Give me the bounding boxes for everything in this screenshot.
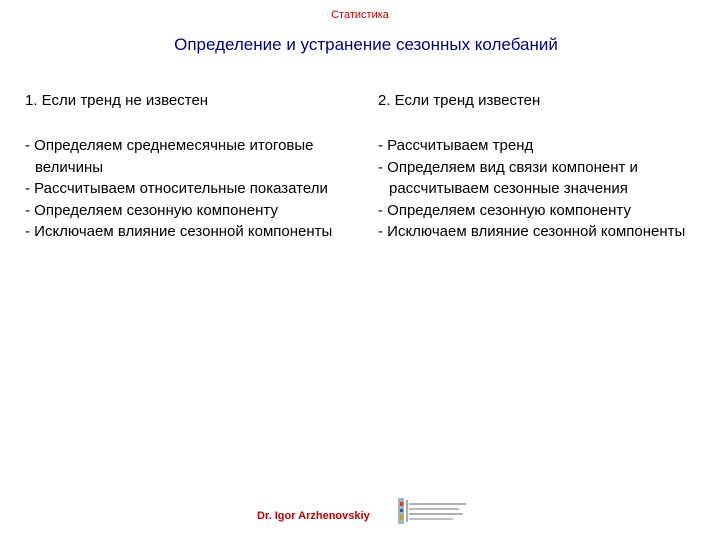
slide-title: Определение и устранение сезонных колебаний [174,35,558,54]
right-column [378,91,708,243]
left-list-item: - Рассчитываем относительные показатели [25,180,328,197]
right-list-item: - Определяем сезонную компоненту [378,201,631,219]
right-column-heading: 2. Если тренд известен [378,92,541,109]
institution-logo-icon [395,496,470,526]
footer-author: Dr. Igor Arzhenovskiy [257,510,370,522]
left-list-item: - Определяем среднемесячные итоговые величины [25,137,314,176]
right-list-item: - Рассчитываем тренд [378,137,534,154]
left-list-item: - Исключаем влияние сезонной компоненты [25,223,333,240]
header-label: Статистика [331,9,389,21]
right-list-item: - Определяем вид связи компонент и рассчитываем сезонные значения [378,158,638,197]
left-list-item: - Определяем сезонную компоненту [25,201,278,219]
left-column-heading: 1. Если тренд не известен [25,92,209,109]
left-column [25,91,345,243]
right-list-item: - Исключаем влияние сезонной компоненты [378,223,686,240]
